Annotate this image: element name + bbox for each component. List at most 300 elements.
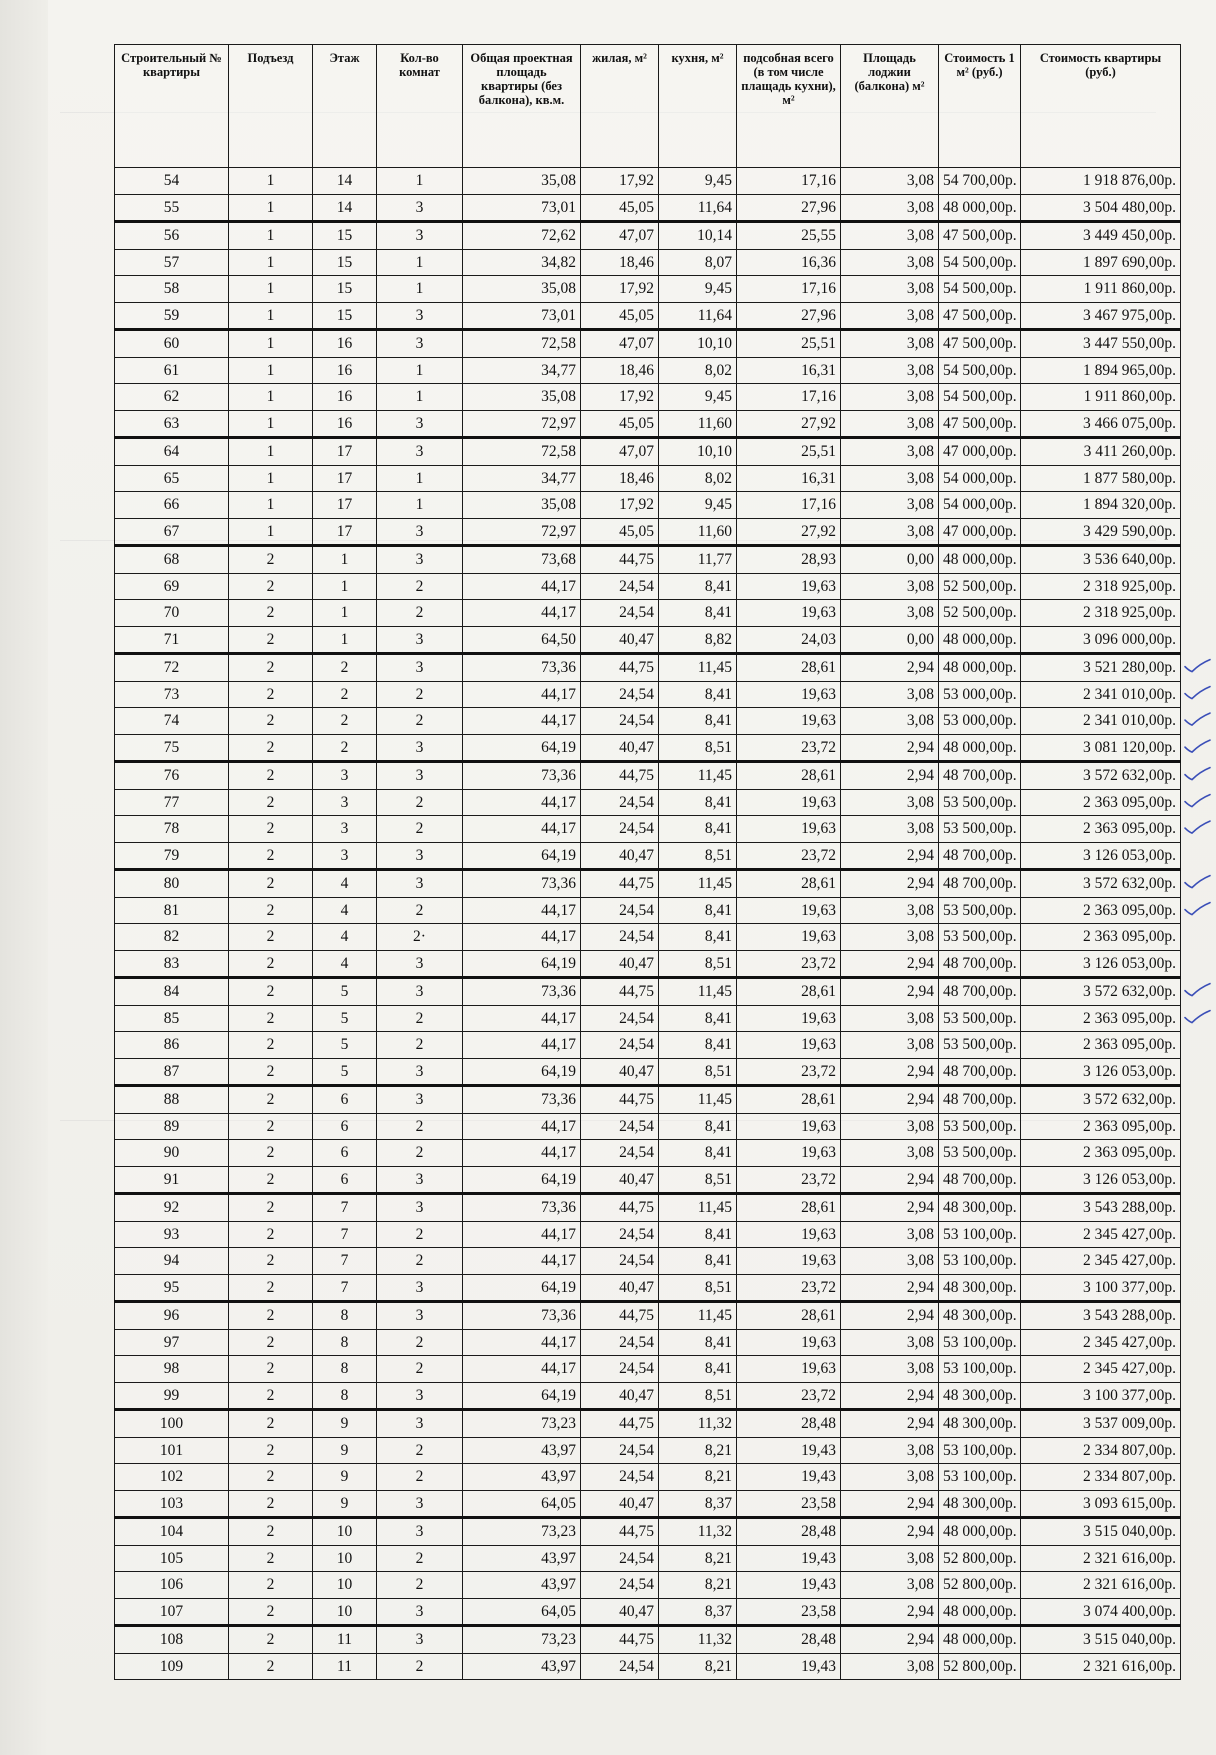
cell-kitchen-area: 8,51 xyxy=(659,1274,737,1302)
cell-loggia-area: 3,08 xyxy=(841,816,939,843)
cell-price-per-m2: 54 500,00р. xyxy=(939,357,1021,384)
cell-price-per-m2: 53 500,00р. xyxy=(939,1032,1021,1059)
cell-price-per-m2: 53 500,00р. xyxy=(939,897,1021,924)
cell-loggia-area: 3,08 xyxy=(841,681,939,708)
cell-rooms: 3 xyxy=(377,626,463,654)
cell-apartment-number: 59 xyxy=(115,302,229,330)
cell-rooms: 2 xyxy=(377,573,463,600)
cell-price-per-m2: 53 100,00р. xyxy=(939,1329,1021,1356)
cell-price-per-m2: 48 300,00р. xyxy=(939,1410,1021,1438)
cell-loggia-area: 2,94 xyxy=(841,1058,939,1086)
cell-loggia-area: 3,08 xyxy=(841,897,939,924)
cell-apartment-price: 3 504 480,00р. xyxy=(1021,194,1181,222)
cell-apartment-price: 2 318 925,00р. xyxy=(1021,573,1181,600)
cell-entrance: 1 xyxy=(229,438,313,466)
cell-floor: 3 xyxy=(313,762,377,790)
cell-living-area: 44,75 xyxy=(581,1626,659,1654)
cell-utility-area: 17,16 xyxy=(737,492,841,519)
cell-apartment-number: 105 xyxy=(115,1545,229,1572)
cell-living-area: 17,92 xyxy=(581,276,659,303)
cell-living-area: 45,05 xyxy=(581,410,659,438)
cell-floor: 1 xyxy=(313,600,377,627)
cell-rooms: 2 xyxy=(377,1329,463,1356)
table-row xyxy=(115,249,1181,276)
cell-loggia-area: 2,94 xyxy=(841,654,939,682)
cell-utility-area: 23,72 xyxy=(737,1166,841,1194)
cell-apartment-price: 1 918 876,00р. xyxy=(1021,168,1181,195)
cell-entrance: 2 xyxy=(229,1437,313,1464)
cell-living-area: 45,05 xyxy=(581,518,659,546)
table-row xyxy=(115,842,1181,870)
cell-total-area: 34,77 xyxy=(463,357,581,384)
cell-apartment-price: 2 363 095,00р. xyxy=(1021,1005,1181,1032)
cell-utility-area: 16,31 xyxy=(737,357,841,384)
cell-total-area: 35,08 xyxy=(463,276,581,303)
table-row xyxy=(115,1437,1181,1464)
cell-rooms: 1 xyxy=(377,276,463,303)
cell-rooms: 2 xyxy=(377,1572,463,1599)
cell-living-area: 40,47 xyxy=(581,1490,659,1518)
cell-price-per-m2: 48 700,00р. xyxy=(939,1086,1021,1114)
table-row xyxy=(115,276,1181,303)
cell-living-area: 44,75 xyxy=(581,1410,659,1438)
cell-total-area: 64,19 xyxy=(463,1274,581,1302)
table-row xyxy=(115,816,1181,843)
cell-rooms: 3 xyxy=(377,1302,463,1330)
table-row xyxy=(115,1545,1181,1572)
cell-utility-area: 24,03 xyxy=(737,626,841,654)
cell-apartment-number: 65 xyxy=(115,465,229,492)
cell-kitchen-area: 8,41 xyxy=(659,600,737,627)
cell-apartment-price: 3 429 590,00р. xyxy=(1021,518,1181,546)
cell-utility-area: 28,61 xyxy=(737,1194,841,1222)
cell-rooms: 3 xyxy=(377,1194,463,1222)
cell-entrance: 2 xyxy=(229,1518,313,1546)
table-row xyxy=(115,978,1181,1006)
cell-loggia-area: 2,94 xyxy=(841,1410,939,1438)
cell-apartment-number: 94 xyxy=(115,1248,229,1275)
cell-entrance: 2 xyxy=(229,978,313,1006)
cell-apartment-number: 98 xyxy=(115,1356,229,1383)
cell-living-area: 47,07 xyxy=(581,222,659,250)
cell-apartment-price: 1 877 580,00р. xyxy=(1021,465,1181,492)
cell-loggia-area: 3,08 xyxy=(841,600,939,627)
header-loggia-area: Площадь лоджии (балкона) м² xyxy=(841,45,939,168)
cell-entrance: 2 xyxy=(229,1382,313,1410)
cell-utility-area: 19,63 xyxy=(737,1113,841,1140)
cell-entrance: 2 xyxy=(229,1329,313,1356)
cell-total-area: 35,08 xyxy=(463,168,581,195)
cell-utility-area: 19,63 xyxy=(737,924,841,951)
cell-floor: 5 xyxy=(313,1005,377,1032)
cell-apartment-price: 2 341 010,00р. xyxy=(1021,708,1181,735)
cell-price-per-m2: 53 100,00р. xyxy=(939,1464,1021,1491)
cell-loggia-area: 2,94 xyxy=(841,870,939,898)
cell-floor: 11 xyxy=(313,1653,377,1680)
cell-utility-area: 28,48 xyxy=(737,1410,841,1438)
cell-kitchen-area: 8,21 xyxy=(659,1653,737,1680)
cell-apartment-number: 67 xyxy=(115,518,229,546)
cell-apartment-number: 73 xyxy=(115,681,229,708)
cell-kitchen-area: 11,77 xyxy=(659,546,737,574)
cell-entrance: 2 xyxy=(229,1166,313,1194)
cell-kitchen-area: 11,45 xyxy=(659,1086,737,1114)
table-row xyxy=(115,1572,1181,1599)
cell-rooms: 1 xyxy=(377,384,463,411)
cell-apartment-price: 3 543 288,00р. xyxy=(1021,1302,1181,1330)
cell-apartment-price: 1 894 320,00р. xyxy=(1021,492,1181,519)
cell-apartment-price: 3 093 615,00р. xyxy=(1021,1490,1181,1518)
cell-utility-area: 19,63 xyxy=(737,1356,841,1383)
cell-utility-area: 28,61 xyxy=(737,870,841,898)
cell-apartment-number: 69 xyxy=(115,573,229,600)
cell-floor: 2 xyxy=(313,734,377,762)
cell-loggia-area: 2,94 xyxy=(841,1598,939,1626)
cell-kitchen-area: 8,41 xyxy=(659,1221,737,1248)
cell-total-area: 73,36 xyxy=(463,762,581,790)
cell-living-area: 47,07 xyxy=(581,330,659,358)
cell-price-per-m2: 53 500,00р. xyxy=(939,816,1021,843)
cell-kitchen-area: 9,45 xyxy=(659,168,737,195)
cell-price-per-m2: 53 500,00р. xyxy=(939,1005,1021,1032)
cell-price-per-m2: 48 000,00р. xyxy=(939,194,1021,222)
cell-apartment-price: 2 341 010,00р. xyxy=(1021,681,1181,708)
cell-entrance: 2 xyxy=(229,1140,313,1167)
cell-utility-area: 19,63 xyxy=(737,708,841,735)
cell-floor: 10 xyxy=(313,1572,377,1599)
cell-entrance: 2 xyxy=(229,1410,313,1438)
cell-total-area: 44,17 xyxy=(463,1032,581,1059)
cell-apartment-price: 3 543 288,00р. xyxy=(1021,1194,1181,1222)
table-row xyxy=(115,465,1181,492)
cell-entrance: 1 xyxy=(229,330,313,358)
cell-apartment-number: 63 xyxy=(115,410,229,438)
cell-entrance: 1 xyxy=(229,384,313,411)
cell-floor: 9 xyxy=(313,1410,377,1438)
cell-utility-area: 27,96 xyxy=(737,194,841,222)
cell-loggia-area: 3,08 xyxy=(841,573,939,600)
cell-apartment-price: 3 572 632,00р. xyxy=(1021,978,1181,1006)
table-row xyxy=(115,1464,1181,1491)
cell-total-area: 44,17 xyxy=(463,897,581,924)
cell-kitchen-area: 8,41 xyxy=(659,1140,737,1167)
cell-apartment-number: 103 xyxy=(115,1490,229,1518)
cell-loggia-area: 3,08 xyxy=(841,302,939,330)
cell-loggia-area: 3,08 xyxy=(841,789,939,816)
cell-total-area: 44,17 xyxy=(463,573,581,600)
cell-apartment-price: 2 334 807,00р. xyxy=(1021,1464,1181,1491)
cell-apartment-number: 72 xyxy=(115,654,229,682)
cell-utility-area: 28,61 xyxy=(737,762,841,790)
table-row xyxy=(115,1140,1181,1167)
cell-floor: 16 xyxy=(313,384,377,411)
cell-total-area: 35,08 xyxy=(463,384,581,411)
header-price-per-m2: Стоимость 1 м² (руб.) xyxy=(939,45,1021,168)
cell-total-area: 44,17 xyxy=(463,681,581,708)
cell-floor: 2 xyxy=(313,654,377,682)
header-apartment-price: Стоимость квартиры (руб.) xyxy=(1021,45,1181,168)
cell-total-area: 73,36 xyxy=(463,1086,581,1114)
cell-price-per-m2: 53 500,00р. xyxy=(939,1113,1021,1140)
table-row xyxy=(115,897,1181,924)
table-row xyxy=(115,950,1181,978)
cell-apartment-price: 2 363 095,00р. xyxy=(1021,924,1181,951)
cell-loggia-area: 3,08 xyxy=(841,1221,939,1248)
cell-loggia-area: 3,08 xyxy=(841,1572,939,1599)
cell-price-per-m2: 53 500,00р. xyxy=(939,924,1021,951)
table-row xyxy=(115,410,1181,438)
cell-total-area: 64,19 xyxy=(463,950,581,978)
cell-price-per-m2: 53 500,00р. xyxy=(939,789,1021,816)
cell-total-area: 44,17 xyxy=(463,1356,581,1383)
cell-utility-area: 23,72 xyxy=(737,842,841,870)
cell-apartment-number: 75 xyxy=(115,734,229,762)
cell-utility-area: 28,48 xyxy=(737,1518,841,1546)
cell-apartment-price: 3 572 632,00р. xyxy=(1021,870,1181,898)
cell-total-area: 44,17 xyxy=(463,789,581,816)
cell-price-per-m2: 54 500,00р. xyxy=(939,249,1021,276)
cell-apartment-price: 2 363 095,00р. xyxy=(1021,816,1181,843)
cell-apartment-price: 1 911 860,00р. xyxy=(1021,384,1181,411)
cell-kitchen-area: 10,10 xyxy=(659,330,737,358)
cell-price-per-m2: 48 300,00р. xyxy=(939,1382,1021,1410)
cell-total-area: 73,23 xyxy=(463,1410,581,1438)
cell-apartment-number: 96 xyxy=(115,1302,229,1330)
cell-entrance: 2 xyxy=(229,1274,313,1302)
cell-utility-area: 27,92 xyxy=(737,410,841,438)
cell-living-area: 24,54 xyxy=(581,1032,659,1059)
cell-price-per-m2: 54 000,00р. xyxy=(939,465,1021,492)
cell-entrance: 2 xyxy=(229,816,313,843)
cell-price-per-m2: 54 500,00р. xyxy=(939,276,1021,303)
cell-kitchen-area: 8,41 xyxy=(659,897,737,924)
cell-loggia-area: 3,08 xyxy=(841,330,939,358)
cell-utility-area: 19,43 xyxy=(737,1653,841,1680)
cell-rooms: 2 xyxy=(377,1032,463,1059)
cell-floor: 6 xyxy=(313,1113,377,1140)
cell-loggia-area: 3,08 xyxy=(841,1329,939,1356)
cell-entrance: 2 xyxy=(229,1653,313,1680)
header-kitchen-area: кухня, м² xyxy=(659,45,737,168)
cell-living-area: 24,54 xyxy=(581,897,659,924)
cell-living-area: 44,75 xyxy=(581,546,659,574)
table-row xyxy=(115,734,1181,762)
cell-utility-area: 23,72 xyxy=(737,734,841,762)
cell-utility-area: 23,72 xyxy=(737,950,841,978)
cell-apartment-price: 2 345 427,00р. xyxy=(1021,1248,1181,1275)
cell-apartment-number: 76 xyxy=(115,762,229,790)
cell-rooms: 1 xyxy=(377,168,463,195)
cell-living-area: 24,54 xyxy=(581,573,659,600)
cell-kitchen-area: 8,41 xyxy=(659,789,737,816)
cell-apartment-price: 2 363 095,00р. xyxy=(1021,789,1181,816)
cell-kitchen-area: 8,51 xyxy=(659,1382,737,1410)
cell-apartment-number: 62 xyxy=(115,384,229,411)
cell-floor: 4 xyxy=(313,924,377,951)
cell-living-area: 40,47 xyxy=(581,1166,659,1194)
cell-price-per-m2: 48 000,00р. xyxy=(939,1598,1021,1626)
cell-floor: 2 xyxy=(313,681,377,708)
header-utility-area: подсобная всего (в том числе плащадь кухни), м² xyxy=(737,45,841,168)
cell-apartment-number: 55 xyxy=(115,194,229,222)
cell-apartment-number: 83 xyxy=(115,950,229,978)
cell-rooms: 3 xyxy=(377,1410,463,1438)
cell-apartment-price: 2 345 427,00р. xyxy=(1021,1329,1181,1356)
cell-loggia-area: 3,08 xyxy=(841,1140,939,1167)
cell-apartment-price: 2 345 427,00р. xyxy=(1021,1221,1181,1248)
cell-apartment-number: 57 xyxy=(115,249,229,276)
table-row xyxy=(115,870,1181,898)
cell-price-per-m2: 48 000,00р. xyxy=(939,734,1021,762)
cell-rooms: 2 xyxy=(377,1545,463,1572)
cell-total-area: 72,97 xyxy=(463,410,581,438)
cell-rooms: 3 xyxy=(377,302,463,330)
cell-total-area: 34,82 xyxy=(463,249,581,276)
table-row xyxy=(115,222,1181,250)
cell-kitchen-area: 8,51 xyxy=(659,1058,737,1086)
cell-apartment-price: 3 449 450,00р. xyxy=(1021,222,1181,250)
cell-utility-area: 23,72 xyxy=(737,1274,841,1302)
cell-entrance: 1 xyxy=(229,410,313,438)
header-entrance: Подъезд xyxy=(229,45,313,168)
cell-apartment-number: 82 xyxy=(115,924,229,951)
cell-living-area: 44,75 xyxy=(581,654,659,682)
cell-apartment-price: 1 911 860,00р. xyxy=(1021,276,1181,303)
cell-living-area: 17,92 xyxy=(581,492,659,519)
table-row xyxy=(115,1005,1181,1032)
cell-floor: 9 xyxy=(313,1464,377,1491)
cell-living-area: 18,46 xyxy=(581,465,659,492)
cell-apartment-price: 3 536 640,00р. xyxy=(1021,546,1181,574)
cell-floor: 17 xyxy=(313,518,377,546)
cell-kitchen-area: 8,51 xyxy=(659,1166,737,1194)
cell-kitchen-area: 8,41 xyxy=(659,1356,737,1383)
cell-total-area: 73,01 xyxy=(463,302,581,330)
cell-kitchen-area: 8,41 xyxy=(659,1248,737,1275)
cell-floor: 3 xyxy=(313,789,377,816)
cell-loggia-area: 2,94 xyxy=(841,762,939,790)
cell-living-area: 17,92 xyxy=(581,384,659,411)
cell-total-area: 64,50 xyxy=(463,626,581,654)
cell-loggia-area: 3,08 xyxy=(841,1437,939,1464)
cell-entrance: 1 xyxy=(229,357,313,384)
cell-apartment-price: 3 126 053,00р. xyxy=(1021,842,1181,870)
cell-floor: 7 xyxy=(313,1248,377,1275)
header-rooms: Кол-во комнат xyxy=(377,45,463,168)
cell-kitchen-area: 8,21 xyxy=(659,1572,737,1599)
table-row xyxy=(115,1490,1181,1518)
cell-total-area: 43,97 xyxy=(463,1653,581,1680)
cell-rooms: 2 xyxy=(377,1653,463,1680)
cell-price-per-m2: 48 700,00р. xyxy=(939,842,1021,870)
cell-apartment-price: 3 572 632,00р. xyxy=(1021,762,1181,790)
cell-utility-area: 19,63 xyxy=(737,1140,841,1167)
cell-total-area: 64,19 xyxy=(463,1058,581,1086)
cell-floor: 4 xyxy=(313,870,377,898)
cell-rooms: 2 xyxy=(377,1248,463,1275)
cell-entrance: 2 xyxy=(229,734,313,762)
cell-apartment-number: 88 xyxy=(115,1086,229,1114)
cell-entrance: 2 xyxy=(229,1086,313,1114)
cell-total-area: 73,68 xyxy=(463,546,581,574)
cell-apartment-number: 71 xyxy=(115,626,229,654)
cell-loggia-area: 3,08 xyxy=(841,410,939,438)
cell-kitchen-area: 8,41 xyxy=(659,708,737,735)
cell-floor: 10 xyxy=(313,1545,377,1572)
cell-apartment-number: 85 xyxy=(115,1005,229,1032)
cell-apartment-number: 66 xyxy=(115,492,229,519)
cell-entrance: 2 xyxy=(229,870,313,898)
cell-rooms: 3 xyxy=(377,978,463,1006)
cell-loggia-area: 3,08 xyxy=(841,924,939,951)
cell-price-per-m2: 47 500,00р. xyxy=(939,330,1021,358)
cell-entrance: 2 xyxy=(229,789,313,816)
cell-living-area: 24,54 xyxy=(581,1545,659,1572)
cell-rooms: 3 xyxy=(377,842,463,870)
cell-living-area: 40,47 xyxy=(581,1274,659,1302)
cell-apartment-price: 2 363 095,00р. xyxy=(1021,1032,1181,1059)
cell-entrance: 2 xyxy=(229,654,313,682)
cell-apartment-number: 106 xyxy=(115,1572,229,1599)
cell-loggia-area: 3,08 xyxy=(841,438,939,466)
cell-price-per-m2: 48 300,00р. xyxy=(939,1490,1021,1518)
cell-price-per-m2: 53 100,00р. xyxy=(939,1221,1021,1248)
cell-apartment-price: 3 447 550,00р. xyxy=(1021,330,1181,358)
cell-entrance: 1 xyxy=(229,276,313,303)
table-row xyxy=(115,438,1181,466)
cell-utility-area: 19,43 xyxy=(737,1545,841,1572)
cell-kitchen-area: 11,45 xyxy=(659,870,737,898)
cell-kitchen-area: 9,45 xyxy=(659,492,737,519)
cell-entrance: 2 xyxy=(229,1032,313,1059)
cell-apartment-price: 3 126 053,00р. xyxy=(1021,950,1181,978)
cell-utility-area: 19,43 xyxy=(737,1464,841,1491)
cell-kitchen-area: 8,41 xyxy=(659,1329,737,1356)
table-row xyxy=(115,546,1181,574)
cell-rooms: 3 xyxy=(377,870,463,898)
table-row xyxy=(115,762,1181,790)
cell-apartment-number: 77 xyxy=(115,789,229,816)
cell-kitchen-area: 10,14 xyxy=(659,222,737,250)
table-row xyxy=(115,168,1181,195)
cell-apartment-number: 99 xyxy=(115,1382,229,1410)
cell-price-per-m2: 47 500,00р. xyxy=(939,410,1021,438)
cell-rooms: 2 xyxy=(377,1356,463,1383)
cell-price-per-m2: 54 000,00р. xyxy=(939,492,1021,519)
cell-loggia-area: 3,08 xyxy=(841,1113,939,1140)
cell-rooms: 2 xyxy=(377,1464,463,1491)
cell-rooms: 2 xyxy=(377,789,463,816)
cell-apartment-price: 2 318 925,00р. xyxy=(1021,600,1181,627)
cell-loggia-area: 3,08 xyxy=(841,465,939,492)
cell-kitchen-area: 8,37 xyxy=(659,1490,737,1518)
cell-rooms: 2 xyxy=(377,1221,463,1248)
cell-floor: 6 xyxy=(313,1086,377,1114)
table-row xyxy=(115,681,1181,708)
cell-price-per-m2: 52 500,00р. xyxy=(939,600,1021,627)
table-row xyxy=(115,626,1181,654)
cell-utility-area: 19,63 xyxy=(737,681,841,708)
cell-rooms: 1 xyxy=(377,249,463,276)
cell-floor: 11 xyxy=(313,1626,377,1654)
cell-floor: 6 xyxy=(313,1140,377,1167)
cell-entrance: 1 xyxy=(229,518,313,546)
cell-utility-area: 19,63 xyxy=(737,816,841,843)
table-row xyxy=(115,789,1181,816)
cell-living-area: 44,75 xyxy=(581,762,659,790)
cell-utility-area: 19,63 xyxy=(737,1329,841,1356)
cell-loggia-area: 2,94 xyxy=(841,1382,939,1410)
